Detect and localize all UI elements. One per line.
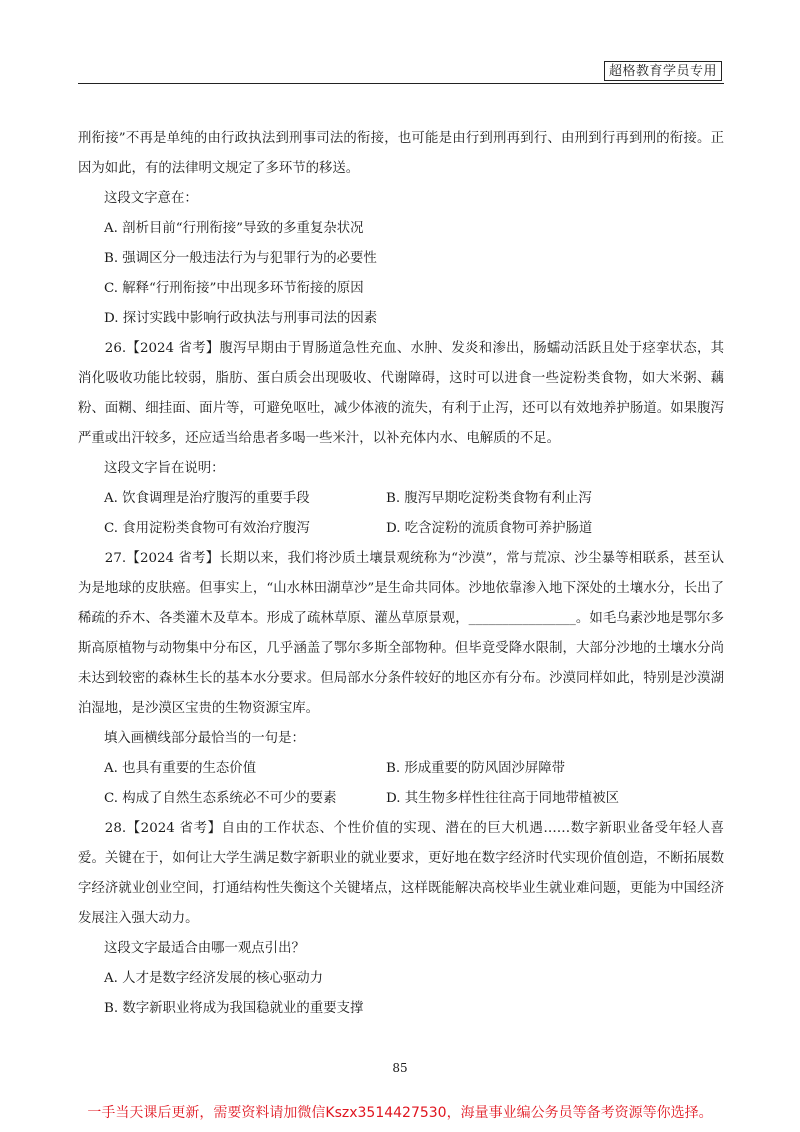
q28-option-b: B. 数字新职业将成为我国稳就业的重要支撑 [104,1001,364,1016]
intro-paragraph: 刑衔接”不再是单纯的由行政执法到刑事司法的衔接，也可能是由行到刑再到行、由刑到行再到刑的衔接。正因为如此，有的法律明文规定了多环节的移送。 [78,131,724,176]
q25-stem: 这段文字意在： [104,191,198,206]
q26-stem: 这段文字旨在说明： [104,461,225,476]
page-content [78,124,724,1024]
q25-option-a: A. 剖析目前“行刑衔接”导致的多重复杂状况 [104,221,364,236]
q27-stem: 填入画横线部分最恰当的一句是： [104,731,305,746]
q27-options-row-1 [78,754,724,784]
q26-option-b: B. 腹泻早期吃淀粉类食物有利止泻 [386,491,592,506]
q27-option-c: C. 构成了自然生态系统必不可少的要素 [104,791,337,806]
q28-stem: 这段文字最适合由哪一观点引出？ [104,941,305,956]
footer-note: 一手当天课后更新，需要资料请加微信Kszx3514427530，海量事业编公务员等备考资源等你选择。 [87,1105,713,1121]
q25-option-d: D. 探讨实践中影响行政执法与刑事司法的因素 [104,311,378,326]
q27-option-d: D. 其生物多样性往往高于同地带植被区 [386,791,620,806]
q28-paragraph: 28.【2024 省考】自由的工作状态、个性价值的实现、潜在的巨大机遇……数字新职业备受年轻人喜爱。关键在于，如何让大学生满足数字新职业的就业要求，更好地在数字经济时代实现价值创造，不断拓展数字经济就业创业空间，打通结构性失衡这个关键堵点，这样既能解决高校毕业生就业难问题，更能为中国经济发展注入强大动力。 [78,821,724,926]
q28-option-a: A. 人才是数字经济发展的核心驱动力 [104,971,324,986]
q26-option-a: A. 饮食调理是治疗腹泻的重要手段 [104,491,310,506]
q27-paragraph: 27.【2024 省考】长期以来，我们将沙质土壤景观统称为“沙漠”，常与荒凉、沙尘暴等相联系，甚至认为是地球的皮肤癌。但事实上，“山水林田湖草沙”是生命共同体。沙地依靠渗入地下深处的土壤水分，长出了稀疏的乔木、各类灌木及草本。形成了疏林草原、灌丛草原景观，________________。如毛乌素沙地是鄂尔多斯高原植物与动物集中分布区，几乎涵盖了鄂尔多斯全部物种。但毕竟受降水限制，大部分沙地的土壤水分尚未达到较密的森林生长的基本水分要求。但局部水分条件较好的地区亦有分布。沙漠同样如此，特别是沙漠湖泊湿地，是沙漠区宝贵的生物资源宝库。 [78,551,724,716]
q26-option-d: D. 吃含淀粉的流质食物可养护肠道 [386,521,593,536]
q26-paragraph: 26.【2024 省考】腹泻早期由于胃肠道急性充血、水肿、发炎和渗出，肠蠕动活跃且处于痉挛状态，其消化吸收功能比较弱，脂肪、蛋白质会出现吸收、代谢障碍，这时可以进食一些淀粉类食物，如大米粥、藕粉、面糊、细挂面、面片等，可避免呕吐，减少体液的流失，有利于止泻，还可以有效地养护肠道。如果腹泻严重或出汗较多，还应适当给患者多喝一些米汁，以补充体内水、电解质的不足。 [78,341,724,446]
q25-option-c: C. 解释“行刑衔接”中出现多环节衔接的原因 [104,281,364,296]
q26-option-c: C. 食用淀粉类食物可有效治疗腹泻 [104,521,310,536]
header-rule [78,83,724,84]
q26-options-row-2 [78,514,724,544]
q25-option-b: B. 强调区分一般违法行为与犯罪行为的必要性 [104,251,377,266]
header-badge: 超格教育学员专用 [604,61,722,81]
q26-options-row-1 [78,484,724,514]
q27-option-a: A. 也具有重要的生态价值 [104,761,257,776]
q27-option-b: B. 形成重要的防风固沙屏障带 [386,761,566,776]
q27-options-row-2 [78,784,724,814]
page-number: 85 [392,1061,408,1075]
